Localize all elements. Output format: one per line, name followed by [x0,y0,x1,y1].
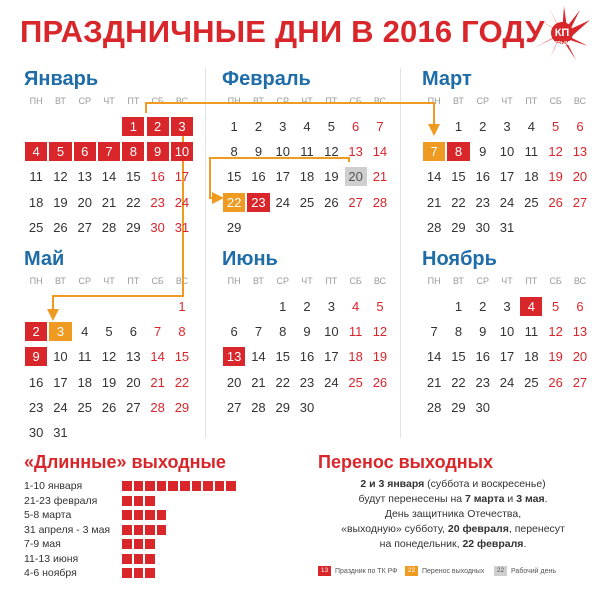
calendar-day: 27 [348,194,363,210]
calendar-day: 26 [372,374,388,390]
calendar-day: 26 [101,399,117,415]
weekday-label: СР [78,276,91,286]
calendar-day: 9 [146,141,170,162]
calendar-day: 19 [548,169,563,185]
day-block [180,481,190,491]
day-block [122,568,132,578]
calendar-day: 20 [77,194,92,210]
calendar-day: 10 [53,349,68,365]
transfer-title: Перенос выходных [318,452,494,472]
long-weekend-label: 1-10 января [24,480,83,492]
calendar-day: 28 [150,399,165,415]
calendar-day: 5 [552,119,560,134]
long-weekend-label: 21-23 февраля [24,494,98,507]
calendar-day: 21 [426,374,442,390]
calendar-day: 7 [97,141,121,162]
calendar-day: 11 [524,324,539,340]
calendar-day: 29 [275,399,290,415]
weekday-label: ЧТ [501,276,513,286]
calendar-day: 17 [174,169,190,185]
calendar-day: 5 [327,119,335,134]
calendar-day: 5 [48,141,72,162]
calendar-day: 23 [475,374,490,390]
calendar-day: 28 [251,399,266,415]
calendar-day: 24 [53,399,68,415]
calendar-day: 29 [451,219,466,235]
day-block [122,481,132,491]
calendar-day: 13 [126,349,141,365]
calendar-day: 11 [348,324,363,340]
calendar-day: 19 [372,349,388,365]
kp-logo [534,6,590,60]
calendar-day: 18 [28,194,44,210]
calendar-day: 17 [324,349,339,365]
day-block [134,496,144,506]
transfer-text: . [523,538,527,550]
calendar-day: 14 [426,169,442,185]
calendar-day: 14 [101,169,117,185]
calendar-day: 13 [572,144,588,160]
calendar-day: 19 [101,374,117,390]
day-block [203,481,213,491]
calendar-day: 15 [174,349,190,365]
calendar-day: 31 [499,219,515,235]
calendar-day: 6 [230,324,238,340]
calendar-day: 19 [53,194,68,210]
transfer-text: , перенесут [508,523,565,535]
calendar-day: 4 [352,299,360,314]
day-block [134,554,144,564]
weekday-label: ВТ [54,276,66,286]
calendar-day: 17 [499,169,515,185]
legend-label: Рабочий день [511,567,556,575]
logo-text: КП [554,27,570,39]
day-block [157,510,167,520]
weekday-label: ВТ [54,96,66,106]
weekday-label: ПТ [325,276,338,286]
transfer-text: на понедельник, [379,538,463,550]
calendar-day: 26 [548,374,563,390]
calendar-day: 4 [24,141,48,162]
calendar-day: 10 [170,141,194,162]
calendar-day: 12 [548,324,563,340]
weekday-label: ВС [373,276,387,286]
calendar-day: 18 [524,169,539,185]
calendar-day: 19 [548,349,563,365]
calendar-day: 16 [299,349,315,365]
calendar-day: 26 [548,194,563,210]
weekday-label: ПТ [127,276,140,286]
weekday-label: ПН [227,276,241,286]
long-weekends-title: «Длинные» выходные [24,452,226,472]
calendar-day: 17 [53,374,68,390]
calendar-day: 28 [426,399,442,415]
weekday-label: ПТ [525,276,538,286]
legend-transfer [405,566,484,576]
transfer-text: 7 марта [465,493,505,505]
weekday-label: СР [276,276,289,286]
calendar-day: 1 [178,299,186,314]
calendar-day: 9 [479,144,487,160]
calendar-day: 23 [246,192,270,213]
calendar-day: 16 [475,349,490,365]
calendar-day: 7 [376,119,384,134]
calendar-day: 10 [499,324,515,340]
day-block [122,539,132,549]
calendar-day: 1 [454,119,463,134]
calendar-day: 27 [572,374,588,390]
calendar-day: 23 [150,194,165,210]
calendar-day: 13 [222,346,246,367]
calendar-day: 20 [572,349,588,365]
day-block [122,525,132,535]
day-block [122,496,132,506]
day-block [168,481,178,491]
month-name: Январь [24,68,99,90]
weekday-label: СБ [349,96,362,106]
calendar-day: 6 [576,299,584,314]
calendar-day: 8 [454,324,463,340]
calendar-day: 15 [451,349,466,365]
calendar-day: 25 [299,194,315,210]
calendar-day: 17 [275,169,290,185]
calendar-day: 4 [527,119,535,134]
month-name: Июнь [222,248,278,270]
calendar-day: 26 [324,194,339,210]
month-name: Май [24,248,65,270]
weekday-label: ВС [175,276,189,286]
calendar-day: 1 [230,119,238,134]
calendar-day: 24 [275,194,290,210]
legend-swatch-transfer: 22 [405,566,418,576]
weekday-label: ПТ [325,96,338,106]
calendar-day: 23 [28,399,44,415]
calendar-day: 21 [372,169,388,185]
day-block [134,525,144,535]
weekday-label: ВТ [452,276,464,286]
calendar-day: 29 [174,399,190,415]
calendar-day: 30 [150,219,165,235]
calendar-day: 28 [426,219,442,235]
transfer-text: и [504,493,517,505]
day-block [215,481,225,491]
month-name: Ноябрь [422,248,497,270]
calendar-day: 3 [327,299,335,314]
calendar-day: 6 [129,324,137,340]
weekday-label: ПН [29,276,43,286]
calendar-day: 3 [170,116,194,137]
legend-swatch-workday: 22 [494,566,507,576]
calendar-day: 12 [372,324,388,340]
calendar-day: 16 [475,169,490,185]
calendar-day: 21 [101,194,117,210]
calendar-day: 8 [446,141,470,162]
calendar-day: 2 [303,299,311,314]
calendar-day: 12 [101,349,117,365]
calendar-day: 25 [524,374,539,390]
day-block [134,481,144,491]
weekday-label: ВС [175,96,189,106]
calendar-day: 8 [230,144,238,160]
day-block [192,481,202,491]
month-name: Март [422,68,472,90]
calendar-day: 22 [275,374,290,390]
calendar-day: 10 [499,144,515,160]
day-block [134,510,144,520]
calendar-day: 13 [348,144,363,160]
calendar-day: 8 [279,324,287,340]
calendar-day: 24 [174,194,190,210]
calendar-day: 28 [372,194,388,210]
calendar-day: 7 [254,324,263,340]
legend-label: Перенос выходных [422,567,485,575]
calendar-day: 21 [251,374,266,390]
column-separator [400,68,401,438]
calendar-day: 30 [475,399,490,415]
calendar-day: 6 [73,141,97,162]
calendar-day: 18 [524,349,539,365]
calendar-day: 18 [348,349,363,365]
calendar-day: 24 [499,194,515,210]
weekday-label: ЧТ [103,276,115,286]
calendar-day: 4 [303,119,311,134]
day-block [145,539,155,549]
calendar-day: 14 [372,144,388,160]
calendar-day: 23 [475,194,490,210]
weekday-label: ВТ [252,96,264,106]
calendar-day: 5 [376,299,384,314]
calendar-day: 25 [28,219,44,235]
calendar-day: 25 [77,399,92,415]
calendar-day: 20 [572,169,588,185]
calendar-day: 29 [126,219,141,235]
page-title: ПРАЗДНИЧНЫЕ ДНИ В 2016 ГОДУ [20,14,545,49]
weekday-label: СБ [549,96,562,106]
long-weekend-label: 4-6 ноября [24,567,77,579]
weekday-label: СБ [151,96,164,106]
calendar-day: 13 [572,324,588,340]
calendar-day: 21 [150,374,165,390]
calendar-day: 9 [479,324,487,340]
weekday-label: ПН [427,276,441,286]
weekday-label: СР [476,276,489,286]
calendar-day: 27 [226,399,242,415]
weekday-label: ВС [373,96,387,106]
calendar-day: 8 [178,324,186,340]
calendar-day: 12 [53,169,68,185]
calendar-day: 2 [24,321,48,342]
calendar-day: 27 [126,399,141,415]
month-name: Февраль [222,68,311,90]
calendar-day: 21 [426,194,442,210]
day-block [145,510,155,520]
calendar-day: 9 [303,324,311,340]
day-block [226,481,236,491]
long-weekend-label: 31 апреля - 3 мая [24,523,111,536]
legend-holiday [318,566,398,576]
calendar-day: 16 [150,169,165,185]
calendar-day: 3 [503,299,511,314]
calendar-day: 4 [81,324,89,340]
calendar-day: 11 [77,349,92,365]
transfer-text: будут перенесены на [358,493,466,505]
long-weekend-label: 11-13 июня [24,552,79,565]
calendar-day: 24 [499,374,515,390]
calendar-day: 6 [576,119,584,134]
weekday-label: СБ [151,276,164,286]
calendar-day: 9 [24,346,48,367]
calendar-day: 22 [451,374,466,390]
calendar-day: 12 [324,144,339,160]
calendar-day: 14 [251,349,266,365]
calendar-day: 27 [77,219,92,235]
day-block [145,481,155,491]
calendar-day: 12 [548,144,563,160]
legend-workday [494,566,556,576]
calendar-day: 30 [299,399,315,415]
calendar-day: 14 [150,349,165,365]
calendar-day: 20 [344,166,368,187]
calendar-day: 18 [299,169,315,185]
calendar-day: 11 [29,169,43,185]
weekday-label: ПН [427,96,441,106]
calendar-day: 13 [77,169,92,185]
long-weekend-label: 7-9 мая [24,538,61,550]
weekday-label: СР [476,96,489,106]
calendar-day: 15 [126,169,141,185]
calendar-day: 1 [454,299,463,314]
calendar-day: 3 [279,119,287,134]
calendar-day: 1 [279,299,287,314]
day-block [134,568,144,578]
weekday-label: ВТ [252,276,264,286]
calendar-day: 2 [146,116,170,137]
day-block [145,525,155,535]
calendar-day: 3 [503,119,511,134]
calendar-day: 15 [226,169,242,185]
calendar-day: 18 [77,374,92,390]
calendar-day: 22 [222,192,246,213]
weekday-label: ПТ [525,96,538,106]
weekday-label: ЧТ [103,96,115,106]
transfer-text: «выходную» субботу, [341,523,448,535]
day-block [134,539,144,549]
calendar-day: 20 [226,374,242,390]
weekday-label: ЧТ [301,276,313,286]
weekday-label: ВТ [452,96,464,106]
long-weekend-label: 5-8 марта [24,509,72,521]
calendar-day: 6 [352,119,360,134]
transfer-text: . [544,493,548,505]
day-block [157,481,167,491]
calendar-day: 2 [479,119,487,134]
calendar-day: 10 [324,324,339,340]
calendar-day: 5 [552,299,560,314]
calendar-day: 27 [572,194,588,210]
legend-swatch-holiday: 13 [318,566,331,576]
calendar-day: 22 [174,374,190,390]
calendar-day: 25 [524,194,539,210]
calendar-day: 14 [426,349,442,365]
calendar-day: 29 [451,399,466,415]
day-block [122,510,132,520]
calendar-day: 17 [499,349,515,365]
day-block [145,568,155,578]
weekday-label: СР [78,96,91,106]
weekday-label: СР [276,96,289,106]
calendar-day: 22 [451,194,466,210]
transfer-text: 22 февраля [462,538,524,550]
calendar-day: 29 [226,219,242,235]
day-block [157,525,167,535]
calendar-day: 11 [300,144,314,160]
calendar-day: 31 [174,219,190,235]
calendar-day: 8 [121,141,145,162]
weekday-label: ПТ [127,96,140,106]
calendar-day: 3 [48,321,72,342]
calendar-day: 2 [254,119,263,134]
calendar-day: 11 [524,144,539,160]
calendar-day: 7 [422,141,446,162]
weekday-label: ВС [573,276,587,286]
weekday-label: ЧТ [301,96,313,106]
calendar-day: 30 [475,219,490,235]
day-block [145,554,155,564]
calendar-day: 15 [451,169,466,185]
calendar-day: 30 [28,425,44,440]
calendar-day: 10 [275,144,290,160]
weekday-label: ПН [29,96,43,106]
calendar-day: 16 [251,169,266,185]
calendar-day: 23 [299,374,315,390]
day-block [145,496,155,506]
calendar-day: 28 [101,219,117,235]
calendar-day: 31 [53,425,68,440]
calendar-day: 24 [324,374,339,390]
calendar-day: 15 [275,349,290,365]
calendar-day: 22 [126,194,141,210]
calendar-day: 16 [28,374,44,390]
calendar-day: 4 [519,296,543,317]
calendar-day: 26 [53,219,68,235]
weekday-label: СБ [549,276,562,286]
calendar-day: 9 [254,144,263,160]
calendar-day: 25 [348,374,363,390]
calendar-day: 5 [105,324,113,340]
weekday-label: ЧТ [501,96,513,106]
calendar-day: 19 [324,169,339,185]
calendar-day: 7 [154,324,162,340]
transfer-text: 2 и 3 января [360,478,425,490]
day-block [122,554,132,564]
calendar-day: 7 [430,324,438,340]
calendar-day: 20 [126,374,141,390]
transfer-text [318,477,588,552]
legend-label: Праздник по ТК РФ [335,567,398,575]
calendar-day: 2 [479,299,487,314]
logo-subtext: КРЫМ [554,41,570,47]
weekday-label: ПН [227,96,241,106]
weekday-label: ВС [573,96,587,106]
column-separator [205,68,206,438]
weekday-label: СБ [349,276,362,286]
transfer-text: (суббота и воскресенье) [424,478,546,490]
transfer-text: 3 мая [516,493,545,505]
transfer-text: 20 февраля [447,523,509,535]
transfer-text: День защитника Отечества, [384,508,522,520]
calendar-day: 1 [121,116,145,137]
